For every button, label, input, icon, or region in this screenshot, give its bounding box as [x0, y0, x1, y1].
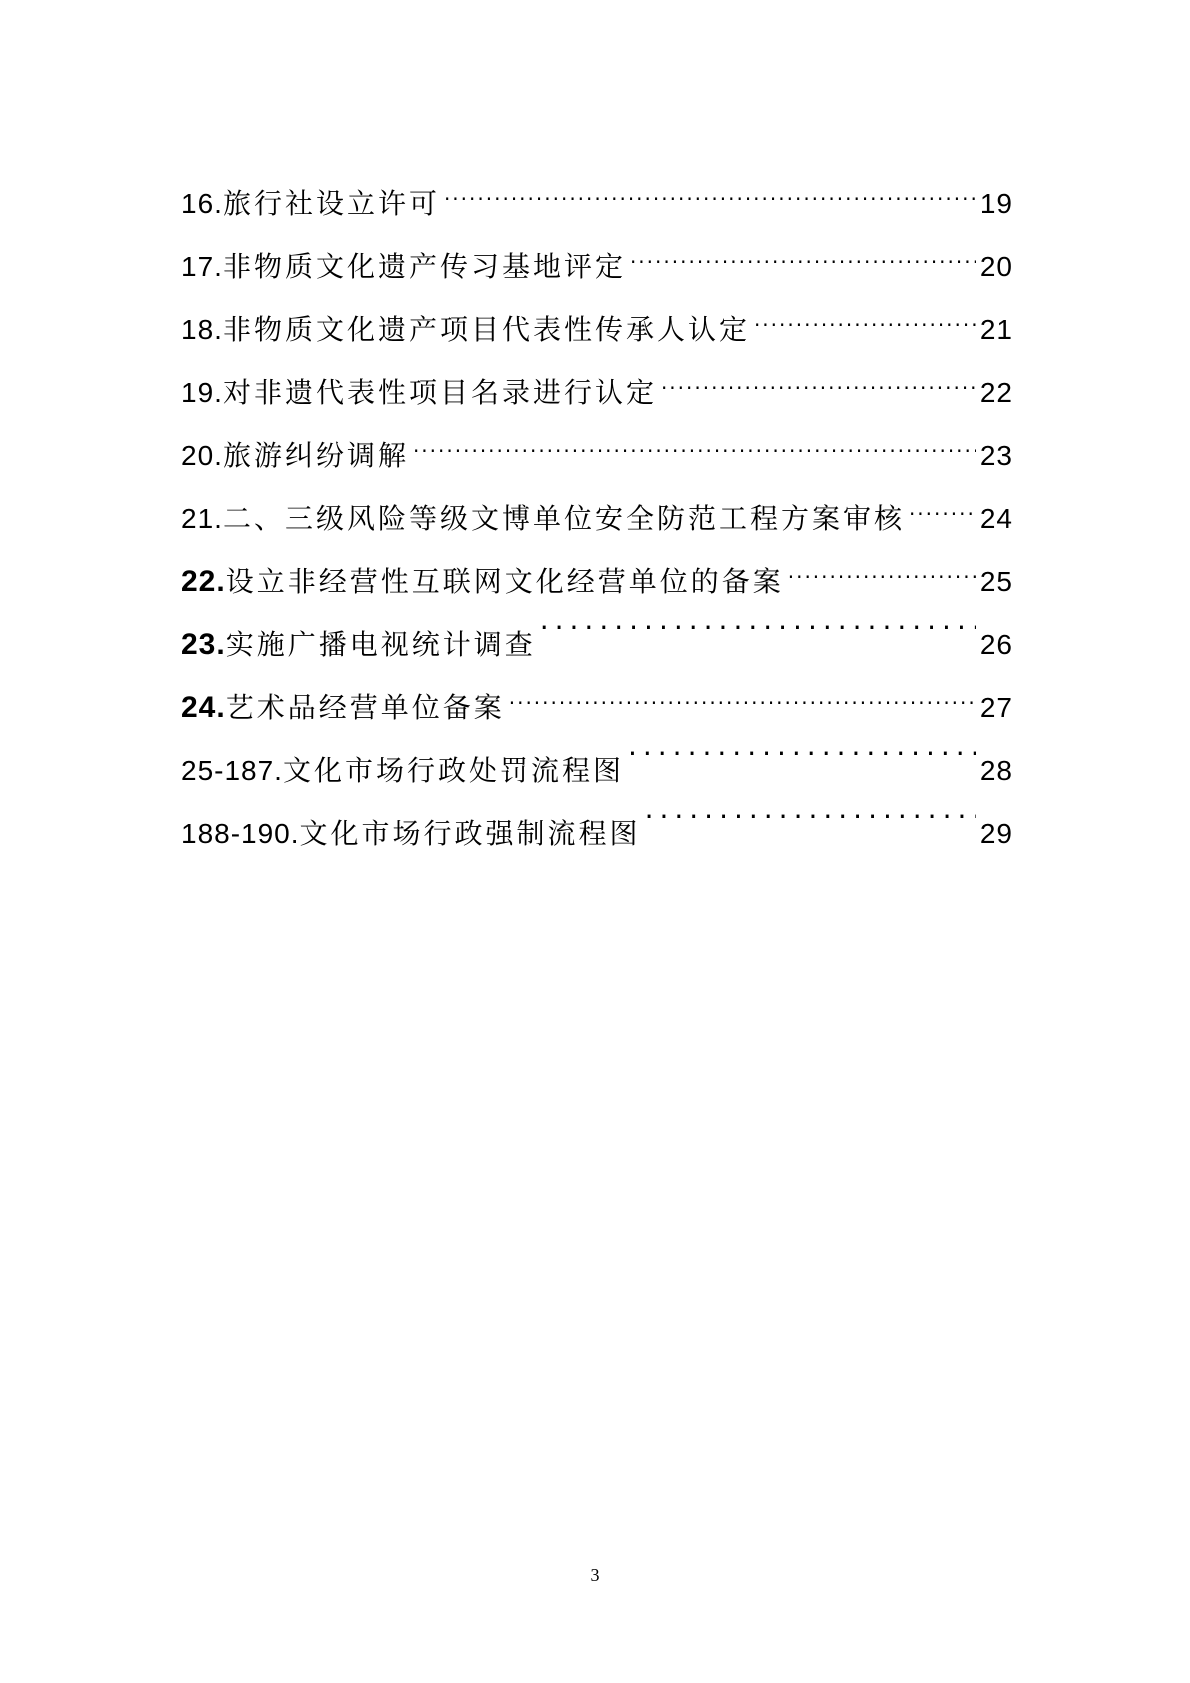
toc-entry-page: 27	[979, 692, 1013, 723]
toc-entry-title: 实施广播电视统计调查	[225, 628, 536, 661]
toc-entry-title: 旅行社设立许可	[222, 187, 440, 220]
toc-entry-number: 24.	[181, 691, 226, 724]
dot-leader	[661, 339, 976, 402]
dot-leader	[444, 150, 976, 213]
table-of-contents	[181, 150, 1013, 850]
toc-entry-title: 对非遗代表性项目名录进行认定	[222, 376, 657, 409]
toc-entry-page: 19	[979, 188, 1013, 219]
toc-entry-title: 艺术品经营单位备案	[225, 691, 505, 724]
toc-entry-title: 文化市场行政处罚流程图	[282, 754, 624, 787]
toc-entry[interactable]	[181, 150, 1013, 220]
dot-leader	[509, 654, 976, 717]
toc-entry-title: 设立非经营性互联网文化经营单位的备案	[225, 565, 784, 598]
toc-entry-number: 17.	[181, 251, 223, 282]
dot-leader	[788, 528, 976, 591]
toc-entry-title: 非物质文化遗产传习基地评定	[222, 250, 626, 283]
dot-leader	[754, 276, 976, 339]
toc-entry-number: 18.	[181, 314, 223, 345]
toc-entry-number: 188-190.	[181, 818, 300, 849]
dot-leader	[909, 465, 976, 528]
toc-entry-page: 23	[979, 440, 1013, 471]
toc-entry-number: 22.	[181, 565, 226, 598]
toc-entry-page: 26	[979, 629, 1013, 660]
toc-entry-number: 21.	[181, 503, 223, 534]
toc-entry-page: 21	[979, 314, 1013, 345]
dot-leader	[540, 591, 976, 654]
toc-entry-title: 二、三级风险等级文博单位安全防范工程方案审核	[222, 502, 905, 535]
toc-entry-page: 28	[979, 755, 1013, 786]
toc-entry-title: 文化市场行政强制流程图	[299, 817, 641, 850]
toc-entry-page: 25	[979, 566, 1013, 597]
dot-leader	[628, 717, 976, 780]
toc-entry-title: 非物质文化遗产项目代表性传承人认定	[222, 313, 750, 346]
toc-entry-page: 20	[979, 251, 1013, 282]
toc-entry-number: 19.	[181, 377, 223, 408]
page-number: 3	[590, 1565, 600, 1585]
toc-entry-page: 24	[979, 503, 1013, 534]
toc-entry-page: 29	[979, 818, 1013, 849]
toc-entry-page: 22	[979, 377, 1013, 408]
toc-entry-number: 25-187.	[181, 755, 283, 786]
toc-entry-title: 旅游纠纷调解	[222, 439, 409, 472]
toc-entry-number: 16.	[181, 188, 223, 219]
dot-leader	[630, 213, 976, 276]
dot-leader	[413, 402, 976, 465]
toc-entry-number: 20.	[181, 440, 223, 471]
toc-entry-number: 23.	[181, 628, 226, 661]
dot-leader	[645, 780, 976, 843]
